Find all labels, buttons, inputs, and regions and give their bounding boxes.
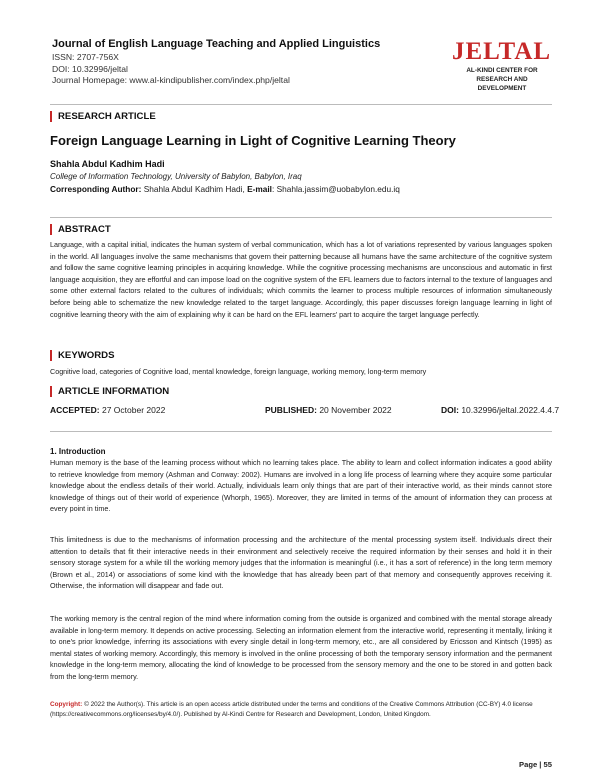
divider — [50, 217, 552, 218]
research-article-label: RESEARCH ARTICLE — [50, 111, 156, 122]
copyright-notice — [50, 700, 552, 719]
journal-title: Journal of English Language Teaching and Applied Linguistics — [52, 38, 381, 50]
corresponding-label: Corresponding Author: — [50, 184, 142, 194]
email-label: E-mail — [247, 184, 272, 194]
article-author: Shahla Abdul Kadhim Hadi — [50, 159, 165, 169]
copyright-text: © 2022 the Author(s). This article is an open access article distributed under the terms and conditions of the Creative Commons Attribution (CC-BY) 4.0 license (https://creativecommons.org/licenses/by/4.0/). Published by Al-Kindi Centre for Research and Development, London, United Kingdom. — [50, 701, 533, 718]
journal-doi: DOI: 10.32996/jeltal — [52, 63, 128, 74]
intro-paragraph-2: This limitedness is due to the mechanisms of information processing and the architecture of the mental processing system itself. Individuals direct their attention to details that fit their interactive needs in their environment and selectively receive the required information by their senses and hold it in their sensory storage system for a while till the working memory judges that the information is meaningful (i.e., it has a sort of reference) in the long term memory (Brown et al., 2014) or associations of some kind with the knowledge that has already been part of that memory and consequently approves receiving it. Otherwise, the information will disappear and fade out. — [50, 535, 552, 591]
article-doi: DOI: 10.32996/jeltal.2022.4.4.7 — [441, 405, 560, 415]
accepted-date: ACCEPTED: 27 October 2022 — [50, 405, 166, 415]
intro-paragraph-1: Human memory is the base of the learning process without which no learning takes place. The ability to learn and collect information indicates a good ability to retrieve knowledge from memory (Ashman and Conway: 2002). Humans are involved in a long life process of learning where they acquire some particular knowledge about the endless details of their world. Actually, individuals learn only things that are part of their interactive world, as their minds cannot store knowledge of things out of their world of experience (Whorph, 1965). Moreover, they are limited in terms of the amount of information they can process at every point in time. — [50, 458, 552, 514]
journal-logo — [452, 38, 562, 93]
keywords-text: Cognitive load, categories of Cognitive load, mental knowledge, foreign language, working memory, long-term memory — [50, 367, 427, 376]
abstract-text: Language, with a capital initial, indicates the human system of verbal communication, which has a lot of variations represented by various languages spoken in the world. All languages involve the same mechanisms that govern their patterning because all humans have the same architecture of the cognitive system and follow the same cognitive learning principles in acquiring knowledge. While the cognitive processing mechanisms are unconscious and automatic in first language acquisition, they are effortful and can impose load on the cognitive system of the EFL learners due to factors internal to the texture of languages and some other external factors related to the cultures of individuals; which commits the learner to process multiple resources of information simultaneously before being able to schematize the new knowledge related to the target language. Accordingly, this paper discusses foreign language learning in light of cognitive learning theory with the aim of explaining why it can be hard on the EFL learners' part to acquire the target language perfectly. — [50, 240, 552, 319]
published-date: PUBLISHED: 20 November 2022 — [265, 405, 392, 415]
article-title: Foreign Language Learning in Light of Cognitive Learning Theory — [50, 133, 456, 148]
abstract-heading: ABSTRACT — [50, 224, 111, 235]
journal-homepage[interactable]: Journal Homepage: www.al-kindipublisher.com/index.php/jeltal — [52, 75, 290, 85]
article-info-heading: ARTICLE INFORMATION — [50, 386, 169, 397]
introduction-heading: 1. Introduction — [50, 447, 106, 456]
journal-header — [52, 38, 452, 87]
journal-issn: ISSN: 2707-756X — [52, 52, 119, 62]
intro-paragraph-3: The working memory is the central region of the mind where information coming from the outside is organized and combined with the mental storage already available in long-term memory. It depends on active processing. Selecting an information element from the interactive world, representing it mentally, linking it to one's prior knowledge, inferring its associations with every single detail in long-term memory, etc., are all considered by Ericsson and Kintsch (1995) as mental states of working memory. Accordingly, this memory is involved in the online processing of both the temporary sensory information and the permanent knowledge in the long-term memory, allocating the kind of knowledge to be processed from the sensory memory and the one to be stored in and gotten back from the long-term memory. — [50, 614, 552, 681]
logo-subtitle: AL-KINDI CENTER FOR RESEARCH AND DEVELOPMENT — [466, 67, 538, 92]
page-number: Page | 55 — [519, 760, 552, 769]
copyright-label: Copyright: — [50, 701, 83, 708]
author-affiliation: College of Information Technology, University of Babylon, Babylon, Iraq — [50, 172, 302, 181]
corresponding-author — [50, 184, 400, 194]
email-address[interactable]: : Shahla.jassim@uobabylon.edu.iq — [271, 184, 400, 194]
divider — [50, 104, 552, 105]
logo-brand: JELTAL — [452, 38, 552, 65]
corresponding-name: Shahla Abdul Kadhim Hadi, — [143, 184, 245, 194]
divider — [50, 431, 552, 432]
keywords-heading: KEYWORDS — [50, 350, 115, 361]
